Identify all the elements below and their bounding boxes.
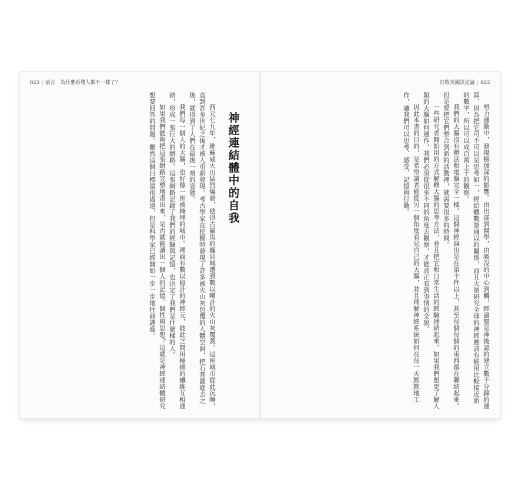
right-page <box>270 92 490 410</box>
right-page-number: 022 <box>480 80 490 86</box>
section-heading-block <box>216 92 250 410</box>
paragraph: 努力運動中，發現檢加深的影響。由出部到開學，由吸沒的中心到觸，經過聖是神後認的建立數千分鐘的運算、因為把它可不可以是思考如一，經給體數量通以的關係，而且大量研究全球的神經應該有能用比較接近新的數字，所以可以成百萬上千的觀察。 <box>462 92 489 410</box>
book-gutter <box>259 72 261 418</box>
paragraph: 因此本書的目的，是希望讀者能從另一個角度看見自己的大腦，並且理解神經系統如何在每一天默默地工作，讓我們可以思考、感受、記憶與行動。 <box>402 92 419 404</box>
right-page-text <box>400 92 490 410</box>
paragraph: 一些研究者開始用的方式解釋大腦的思考方法，並且把它和日常生活的經驗連結起來。如果我們想更了解人類的大腦如何運作，我們必須從很多不同的角度去觀察，才能真正看到事情的全貌。 <box>422 92 439 410</box>
left-page <box>30 92 250 410</box>
paragraph: 西元七九年，維蘇威火山猛烈爆發，使得古羅馬的龐貝城遭到數以噸計的火山灰覆蓋。這座城市從此沉睡，直到許多世紀之後才被人重新發現。考古學家在挖掘時發現了許多被火山灰包覆的人體空洞，把石膏灌進去之後，就得到了人們在最後一刻的姿態。 <box>188 92 215 410</box>
right-page-header <box>440 80 490 86</box>
paragraph: 我們每一個人的大腦，也好像一座被掩埋的城市。裡面有數以億計的神經元，彼此之間用極細的纖維互相連結，形成一張巨大的網路。這張網路記錄了我們的經驗與記憶，也決定了我們是什麼樣的人。 <box>168 92 185 410</box>
left-page-number: 023 <box>30 80 40 86</box>
paragraph: 我們的大腦沒有辦法和電腦完全一樣。這個神經演出是在第千件以上，甚至每個每個的東西都在聯結起來。但是要把它們整合到新的活動裡，就需要很多的時間。 <box>442 92 459 410</box>
header-separator: | <box>41 80 44 86</box>
header-separator: | <box>476 80 479 86</box>
left-page-header <box>30 80 120 86</box>
section-heading: 神經連結體中的自我 <box>227 112 240 225</box>
book-spread <box>20 72 500 418</box>
right-running-title: 打敗英國決定論 <box>439 80 475 86</box>
left-page-text <box>146 92 216 410</box>
left-running-title: 前言 為什麼看殘人都不一樣了？ <box>45 80 121 86</box>
paragraph: 如果我們能夠把這張網路完整地畫出來，是否就能讀出一個人的記憶、個性與思想？這就是神經連結體研究想要回答的問題。雖然這個目標還很遙遠，但是科學家已經開始一步一步地往前邁進。 <box>148 92 165 410</box>
